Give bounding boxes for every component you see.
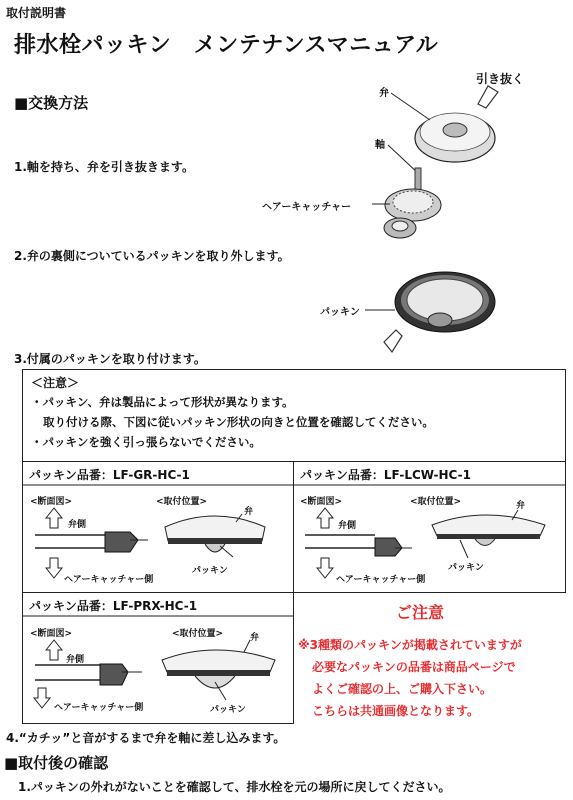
cross-section-label-gr: <断面図> xyxy=(30,497,73,507)
cross-section-gr-icon xyxy=(35,508,148,578)
after-check-heading: ■取付後の確認 xyxy=(4,754,109,772)
valve-side-label-lcw: 弁側 xyxy=(338,521,357,531)
pull-out-label: 引き抜く xyxy=(476,72,525,86)
catcher-side-label-gr: ヘアーキャッチャー側 xyxy=(64,575,154,585)
step-1-text: 1.軸を持ち、弁を引き抜きます。 xyxy=(14,160,194,174)
page-title: 排水栓パッキン メンテナンスマニュアル xyxy=(14,33,439,58)
caution-line-1: ※3種類のパッキンが掲載されていますが xyxy=(298,638,522,652)
position-label-gr: <取付位置> xyxy=(156,497,208,507)
part-name-lcw: パッキン品番：LF-LCW-HC-1 xyxy=(300,468,471,482)
catcher-side-label-prx: ヘアーキャッチャー側 xyxy=(54,703,144,713)
caution-line-2: 必要なパッキンの品番は商品ページで xyxy=(312,660,516,674)
cross-section-prx-icon xyxy=(34,640,142,708)
caution-title: ご注意 xyxy=(396,603,445,622)
hair-catcher-label: ヘアーキャッチャー xyxy=(262,202,352,213)
notice-line-2: 取り付ける際、下図に従いパッキン形状の向きと位置を確認してください。 xyxy=(43,415,434,429)
valve-label-lcw: 弁 xyxy=(516,501,526,511)
step-3-text: 3.付属のパッキンを取り付けます。 xyxy=(14,352,206,366)
valve-label-prx: 弁 xyxy=(250,633,260,643)
valve-label: 弁 xyxy=(379,88,389,99)
cross-section-label-lcw: <断面図> xyxy=(300,497,343,507)
packing-label-prx: パッキン xyxy=(210,705,246,715)
position-prx-icon xyxy=(162,640,275,700)
part-name-gr: パッキン品番：LF-GR-HC-1 xyxy=(29,468,190,482)
valve-side-label-gr: 弁側 xyxy=(68,520,87,530)
shaft-label: 軸 xyxy=(375,140,385,151)
step-2-text: 2.弁の裏側についているパッキンを取り外します。 xyxy=(14,249,290,263)
packing-label: パッキン xyxy=(320,307,360,318)
catcher-side-label-lcw: ヘアーキャッチャー側 xyxy=(336,575,426,585)
replace-heading: ■交換方法 xyxy=(14,94,89,112)
position-label-prx: <取付位置> xyxy=(172,629,224,639)
notice-title: ＜注意＞ xyxy=(31,376,80,390)
valve-side-label-prx: 弁側 xyxy=(66,655,85,665)
notice-line-3: ・パッキンを強く引っ張らないでください。 xyxy=(31,435,261,449)
caution-line-4: こちらは共通画像となります。 xyxy=(312,704,480,718)
valve-label-gr: 弁 xyxy=(244,507,254,517)
position-label-lcw: <取付位置> xyxy=(410,497,462,507)
step-4-text: 4.“カチッ”と音がするまで弁を軸に差し込みます。 xyxy=(6,731,286,745)
packing-label-gr: パッキン xyxy=(192,566,228,576)
cross-section-label-prx: <断面図> xyxy=(30,629,73,639)
caution-line-3: よくご確認の上、ご購入下さい。 xyxy=(312,682,493,696)
notice-line-1: ・パッキン、弁は製品によって形状が異なります。 xyxy=(31,395,294,409)
packing-label-lcw: パッキン xyxy=(448,563,484,573)
position-gr-icon xyxy=(165,514,265,557)
part-name-prx: パッキン品番：LF-PRX-HC-1 xyxy=(29,599,198,613)
cross-section-lcw-icon xyxy=(305,508,412,578)
position-lcw-icon xyxy=(432,510,545,558)
after-check-step-1: 1.パッキンの外れがないことを確認して、排水栓を元の場所に戻してください。 xyxy=(18,780,451,794)
document-type-label: 取付説明書 xyxy=(6,6,67,20)
